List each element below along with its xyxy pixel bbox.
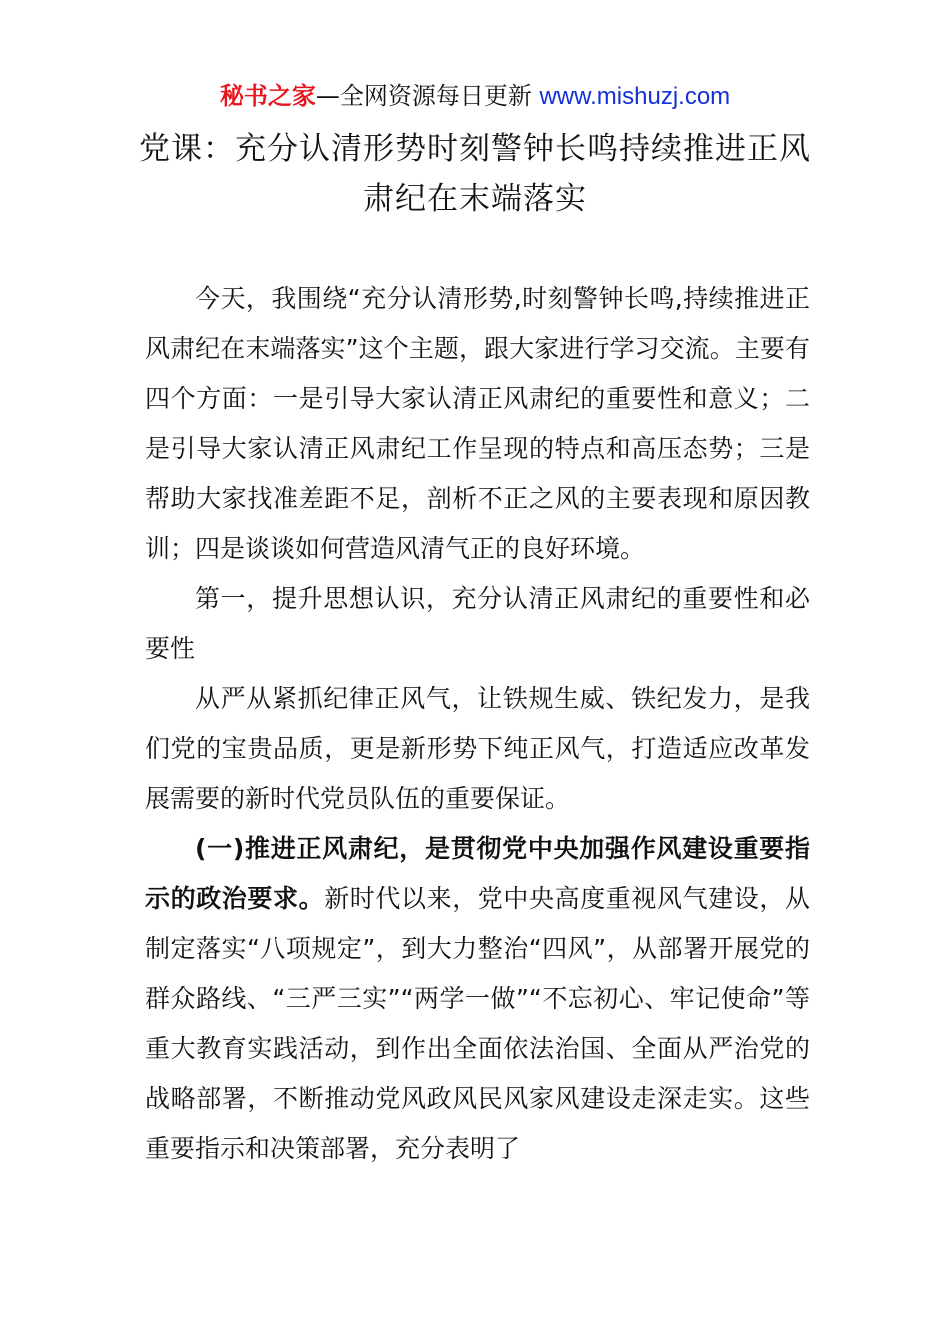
paragraph-discipline: 从严从紧抓纪律正风气，让铁规生威、铁纪发力，是我们党的宝贵品质，更是新形势下纯正风气，打造适应改革发展需要的新时代党员队伍的重要保证。 bbox=[145, 684, 810, 813]
paragraph-intro: 今天，我围绕“充分认清形势,时刻警钟长鸣,持续推进正风肃纪在末端落实”这个主题，跟大家进行学习交流。主要有四个方面：一是引导大家认清正风肃纪的重要性和意义；二是引导大家认清正风肃纪工作呈现的特点和高压态势；三是帮助大家找准差距不足，剖析不正之风的主要表现和原因教训；四是谈谈如何营造风清气正的良好环境。 bbox=[145, 284, 810, 563]
document-body bbox=[145, 274, 810, 1174]
site-header bbox=[0, 78, 950, 115]
point-one-heading: (一)推进正风肃纪，是贯彻党中央加强作风建设重要指示的政治要求。 bbox=[145, 834, 810, 913]
paragraph-point-one bbox=[145, 824, 810, 1174]
point-one-text: 新时代以来，党中央高度重视风气建设，从制定落实“八项规定”，到大力整治“四风”，从部署开展党的群众路线、“三严三实”“两学一做”“不忘初心、牢记使命”等重大教育实践活动，到作出全面依法治国、全面从严治党的战略部署，不断推动党风政风民风家风建设走深走实。这些重要指示和决策部署，充分表明了 bbox=[145, 884, 810, 1163]
document-title: 党课：充分认清形势时刻警钟长鸣持续推进正风肃纪在末端落实 bbox=[139, 131, 811, 217]
site-brand: 秘书之家 bbox=[219, 82, 316, 110]
site-tagline: —全网资源每日更新 bbox=[315, 82, 540, 110]
paragraph-section-heading: 第一，提升思想认识，充分认清正风肃纪的重要性和必要性 bbox=[145, 584, 810, 663]
site-url[interactable]: www.mishuzj.com bbox=[539, 83, 731, 110]
